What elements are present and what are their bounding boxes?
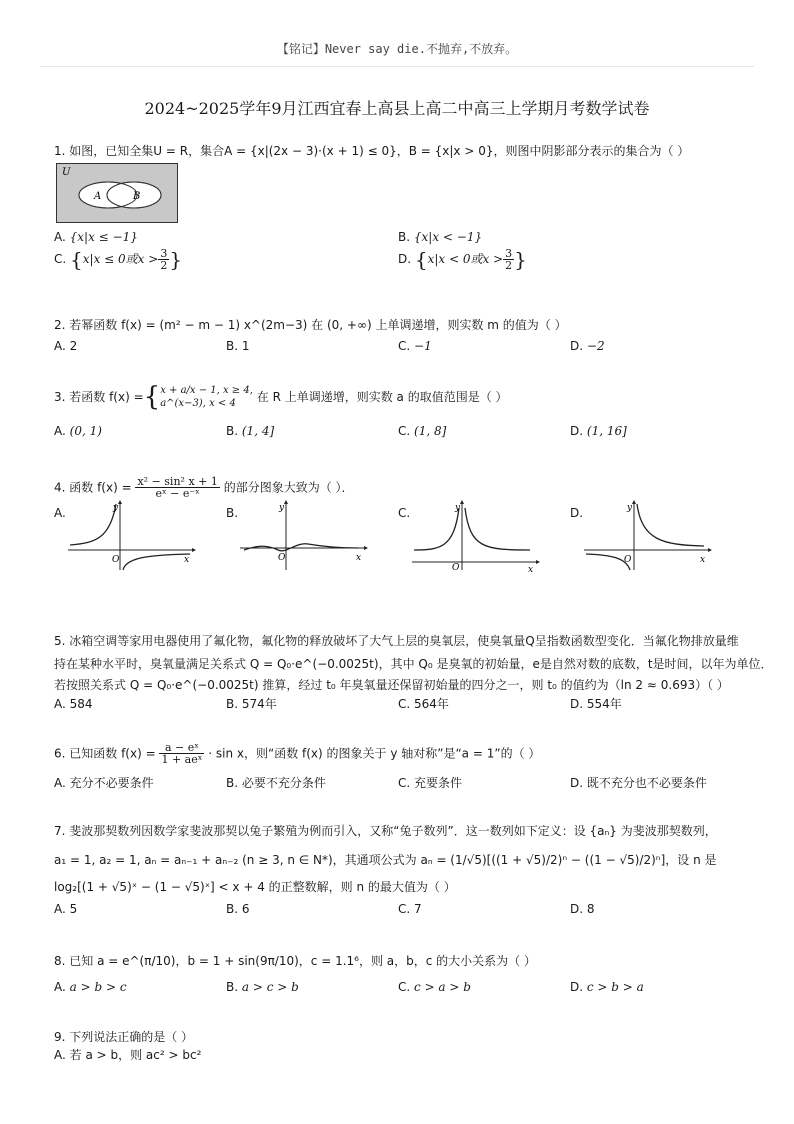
header-divider [40,66,754,67]
q6-option-c[interactable]: C. 充要条件 [398,776,463,790]
q8-option-d[interactable]: D. c > b > a [570,980,644,994]
q1-option-a[interactable]: A. {x|x ≤ −1} [54,230,138,244]
page-header: 【铭记】Never say die.不抛弃,不放弃。 [276,42,518,56]
question-7-line-3: log₂[(1 + √5)ˣ − (1 − √5)ˣ] < x + 4 的正整数解，则 n 的最大值为（ ） [54,880,456,894]
question-5-line-2: 持在某种水平时，臭氧量满足关系式 Q = Q₀·e^(−0.0025t)，其中 Q₀ 是臭氧的初始量，e是自然对数的底数，t是时间，以年为单位． [54,657,773,671]
q9-option-a[interactable]: A. 若 a > b，则 ac² > bc² [54,1048,202,1062]
q3-option-c[interactable]: C. (1, 8] [398,424,447,438]
question-5-line-1: 5. 冰箱空调等家用电器使用了氟化物，氟化物的释放破坏了大气上层的臭氧层，使臭氧量Q呈指数函数型变化．当氟化物排放量维 [54,634,739,648]
q4-graph-c[interactable] [410,500,540,572]
q4-option-a[interactable]: A. [54,506,66,520]
q4-option-d[interactable]: D. [570,506,584,520]
q5-option-a[interactable]: A. 584 [54,697,93,711]
venn-diagram [56,163,178,223]
question-4-stem: 4. 函数 f(x) = $\frac{\text{x² − sin² x + 1}}{\text{eˣ − e⁻ˣ}}$ 的部分图象大致为（ ）． [54,475,354,500]
q1-option-d[interactable]: D. {x|x < 0或x > $\frac{3}{2}$ } [398,247,527,272]
q8-option-b[interactable]: B. a > c > b [226,980,299,994]
q5-option-b[interactable]: B. 574年 [226,697,277,711]
q2-option-a[interactable]: A. 2 [54,339,78,353]
q6-option-d[interactable]: D. 既不充分也不必要条件 [570,776,707,790]
q4a-y-label: y [113,503,119,513]
page-title: 2024~2025学年9月江西宜春上高县上高二中高三上学期月考数学试卷 [144,99,650,118]
q4b-origin: O [278,553,286,563]
venn-label-u: U [62,167,71,178]
question-6-stem: 6. 已知函数 f(x) = $\frac{\text{a − eˣ}}{\text{1 + aeˣ}}$ · sin x，则“函数 f(x) 的图象关于 y 轴对称”是“a = 1”的（ ） [54,741,541,766]
venn-label-b: B [133,191,141,202]
q4d-y-label: y [627,503,633,513]
question-7-line-1: 7. 斐波那契数列因数学家斐波那契以兔子繁殖为例而引入，又称“兔子数列”．这一数列如下定义：设 {aₙ} 为斐波那契数列， [54,824,717,838]
q4b-x-label: x [356,553,362,563]
q1-option-b[interactable]: B. {x|x < −1} [398,230,483,244]
question-2-stem: 2. 若幂函数 f(x) = (m² − m − 1) x^(2m−3) 在 (0, +∞) 上单调递增，则实数 m 的值为（ ） [54,318,567,332]
q3-option-a[interactable]: A. (0, 1) [54,424,102,438]
question-8-stem: 8. 已知 a = e^(π/10)，b = 1 + sin(9π/10)，c = 1.1⁶，则 a，b，c 的大小关系为（ ） [54,954,536,968]
venn-label-a: A [94,191,102,202]
question-3-stem: 3. 若函数 f(x) ={ x + a/x − 1, x ≥ 4, a^(x−3), x < 4 在 R 上单调递增，则实数 a 的取值范围是（ ） [54,382,508,412]
q2-option-d[interactable]: D. −2 [570,339,605,353]
q2-option-b[interactable]: B. 1 [226,339,250,353]
q4-option-c[interactable]: C. [398,506,411,520]
q6-option-b[interactable]: B. 必要不充分条件 [226,776,326,790]
q4d-x-label: x [700,555,706,565]
question-1-stem: 1. 如图，已知全集U = R，集合A = {x|(2x − 3)·(x + 1) ≤ 0}，B = {x|x > 0}，则图中阴影部分表示的集合为（ ） [54,144,690,158]
q5-option-c[interactable]: C. 564年 [398,697,449,711]
q3-option-d[interactable]: D. (1, 16] [570,424,627,438]
q8-option-a[interactable]: A. a > b > c [54,980,127,994]
q4a-origin: O [112,555,120,565]
q4-graph-b[interactable] [238,500,368,572]
q4d-origin: O [624,555,632,565]
q4-option-b[interactable]: B. [226,506,239,520]
q6-option-a[interactable]: A. 充分不必要条件 [54,776,154,790]
question-9-stem: 9. 下列说法正确的是（ ） [54,1030,194,1044]
q4-graph-a[interactable] [66,500,196,572]
q3-option-b[interactable]: B. (1, 4] [226,424,275,438]
q4c-y-label: y [455,503,461,513]
q7-option-d[interactable]: D. 8 [570,902,595,916]
q4c-origin: O [452,563,460,572]
q7-option-c[interactable]: C. 7 [398,902,422,916]
question-7-line-2: a₁ = 1, a₂ = 1, aₙ = aₙ₋₁ + aₙ₋₂ (n ≥ 3, n ∈ N*)，其通项公式为 aₙ = (1/√5)[((1 + √5)/2)ⁿ − ((1 − √5)/2)ⁿ]，设 n 是 [54,853,717,867]
q1-option-c[interactable]: C. {x|x ≤ 0或x > $\frac{3}{2}$ } [54,247,183,272]
q4c-x-label: x [528,565,534,572]
q7-option-b[interactable]: B. 6 [226,902,250,916]
q7-option-a[interactable]: A. 5 [54,902,78,916]
q4b-y-label: y [279,503,285,513]
q4-graph-d[interactable] [582,500,712,572]
q8-option-c[interactable]: C. c > a > b [398,980,471,994]
q5-option-d[interactable]: D. 554年 [570,697,622,711]
q4a-x-label: x [184,555,190,565]
q2-option-c[interactable]: C. −1 [398,339,432,353]
question-5-line-3: 若按照关系式 Q = Q₀·e^(−0.0025t) 推算，经过 t₀ 年臭氧量还保留初始量的四分之一，则 t₀ 的值约为（ln 2 ≈ 0.693）（ ） [54,678,729,692]
